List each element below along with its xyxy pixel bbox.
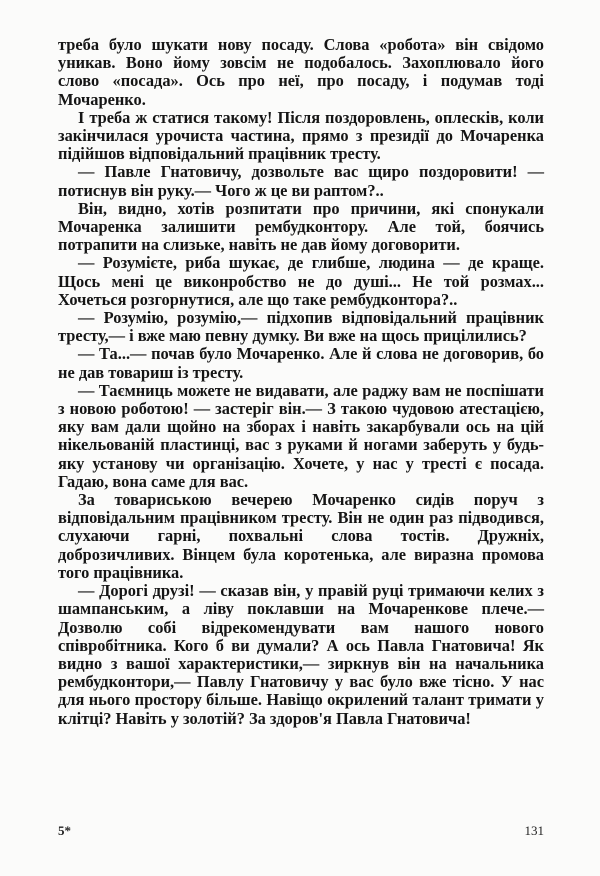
paragraph: треба було шукати нову посаду. Слова «робота» він свідомо уникав. Воно йому зовсім не подобалось. Захоплювало його слово «посада». Ось про неї, про посаду, і подумав тоді Мочаренко. <box>58 35 544 109</box>
paragraph: — Розумієте, риба шукає, де глибше, людина — де краще. Щось мені це виконробство не до душі... Не той розмах... Хочеться розгорнутися, але що таке рембудконтора?.. <box>58 253 544 309</box>
paragraph: — Таємниць можете не видавати, але раджу вам не поспішати з новою роботою! — застеріг він.— З такою чудовою атестацією, яку вам дали щойно на зборах і навіть закарбували ось на цій нікельованій пластинці, вас з руками й ногами заберуть у будь-яку установу чи організацію. Хочете, у нас у тресті є посада. Гадаю, вона саме для вас. <box>58 380 544 491</box>
page-footer <box>58 823 544 843</box>
paragraph: — Розумію, розумію,— підхопив відповідальний працівник тресту,— і вже маю певну думку. Ви вже на щось прицілились? <box>58 308 544 346</box>
paragraph: За товариською вечерею Мочаренко сидів поруч з відповідальним працівником тресту. Він не один раз підводився, слухаючи гарні, похвальні слова тостів. Дружніх, доброзичливих. Вінцем була коротенька, але виразна промова того працівника. <box>58 490 544 582</box>
paragraph: — Павле Гнатовичу, дозвольте вас щиро поздоровити! — потиснув він руку.— Чого ж це ви раптом?.. <box>58 162 544 200</box>
paragraph: Він, видно, хотів розпитати про причини, які спонукали Мочаренка залишити рембудконтору. Але той, боячись потрапити на слизьке, навіть не дав йому договорити. <box>58 198 544 255</box>
body-text <box>58 36 544 728</box>
paragraph: — Та...— почав було Мочаренко. Але й слова не договорив, бо не дав товариш із тресту. <box>58 344 544 382</box>
paragraph: — Дорогі друзі! — сказав він, у правій руці тримаючи келих з шампанським, а ліву поклавши на Мочаренкове плече.— Дозволю собі відрекомендувати вам нашого нового співробітника. Кого б ви думали? А ось Павла Гнатовича! Як видно з вашої характеристики,— зиркнув він на начальника рембудконтори,— Павлу Гнатовичу у вас було вже тісно. У нас для нього простору більше. Навіщо окрилений талант тримати у клітці? Навіть у золотій? За здоров'я Павла Гнатовича! <box>58 581 544 728</box>
paragraph: І треба ж статися такому! Після поздоровлень, оплесків, коли закінчилася урочиста частина, прямо з президії до Мочаренка підійшов відповідальний працівник тресту. <box>58 107 544 164</box>
page-number: 131 <box>524 823 544 838</box>
signature-mark: 5* <box>58 823 71 838</box>
